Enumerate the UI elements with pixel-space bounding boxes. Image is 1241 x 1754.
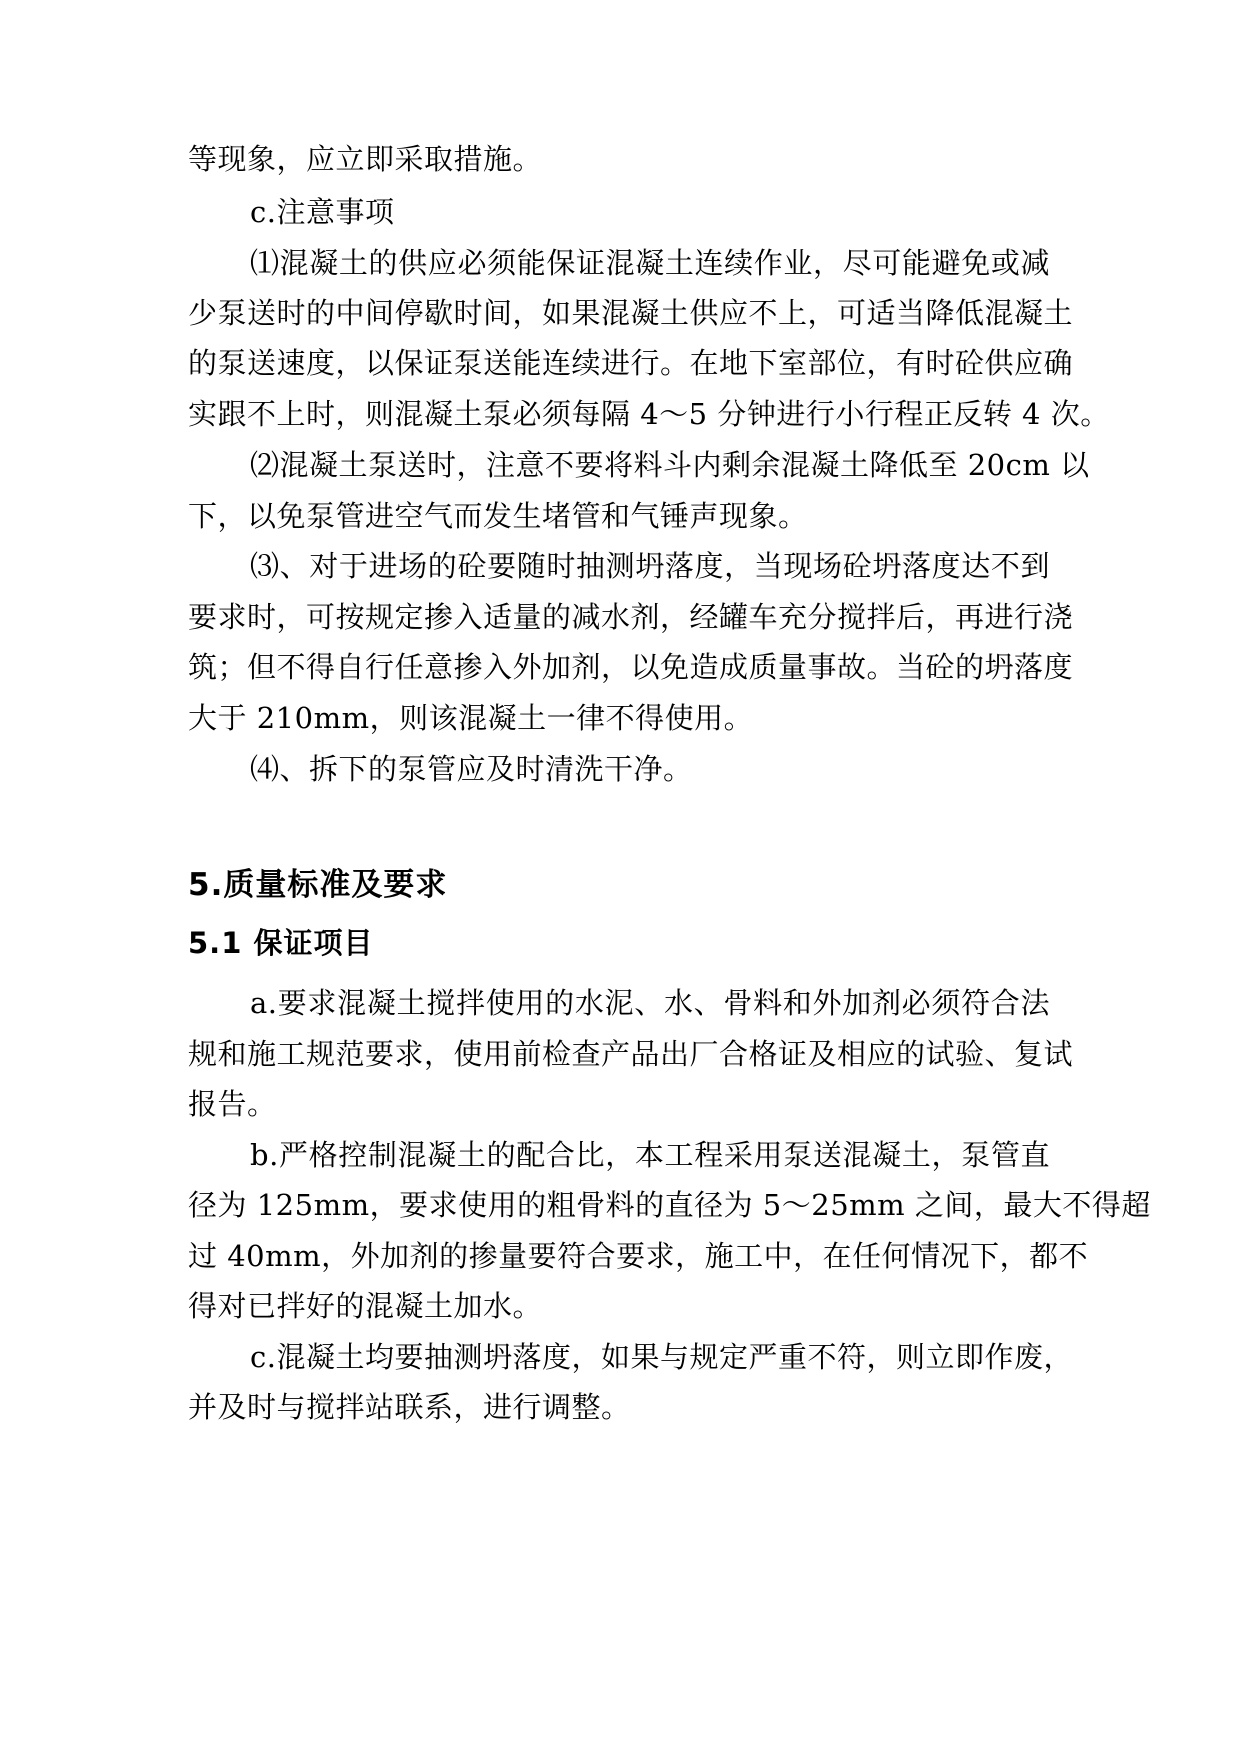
text-line: c.注意事项 — [250, 195, 395, 229]
text-line: 并及时与搅拌站联系，进行调整。 — [188, 1390, 631, 1424]
text-line: 下，以免泵管进空气而发生堵管和气锤声现象。 — [188, 499, 808, 533]
text-line: 规和施工规范要求，使用前检查产品出厂合格证及相应的试验、复试 — [188, 1037, 1074, 1071]
text-line: 实跟不上时，则混凝土泵必须每隔 4～5 分钟进行小行程正反转 4 次。 — [188, 397, 1110, 431]
text-line: 等现象，应立即采取措施。 — [188, 142, 543, 176]
text-line: 得对已拌好的混凝土加水。 — [188, 1289, 543, 1323]
text-line: 径为 125mm，要求使用的粗骨料的直径为 5～25mm 之间，最大不得超 — [188, 1188, 1151, 1222]
text-line: b.严格控制混凝土的配合比，本工程采用泵送混凝土，泵管直 — [250, 1138, 1050, 1172]
text-line: 要求时，可按规定掺入适量的减水剂，经罐车充分搅拌后，再进行浇 — [188, 600, 1074, 634]
text-line: c.混凝土均要抽测坍落度，如果与规定严重不符，则立即作废， — [250, 1340, 1073, 1374]
text-line: 过 40mm，外加剂的掺量要符合要求，施工中，在任何情况下，都不 — [188, 1239, 1089, 1273]
text-line: ⑶、对于进场的砼要随时抽测坍落度，当现场砼坍落度达不到 — [250, 549, 1050, 583]
section-heading: 5.质量标准及要求 — [188, 867, 448, 903]
text-line: 的泵送速度，以保证泵送能连续进行。在地下室部位，有时砼供应确 — [188, 346, 1074, 380]
text-line: a.要求混凝土搅拌使用的水泥、水、骨料和外加剂必须符合法 — [250, 986, 1050, 1020]
subsection-heading: 5.1 保证项目 — [188, 926, 374, 960]
text-line: 报告。 — [188, 1087, 277, 1121]
text-line: ⑷、拆下的泵管应及时清洗干净。 — [250, 752, 693, 786]
text-line: 筑；但不得自行任意掺入外加剂，以免造成质量事故。当砼的坍落度 — [188, 650, 1074, 684]
text-line: 少泵送时的中间停歇时间，如果混凝土供应不上，可适当降低混凝土 — [188, 296, 1074, 330]
text-line: ⑵混凝土泵送时，注意不要将料斗内剩余混凝土降低至 20cm 以 — [250, 448, 1090, 482]
text-line: 大于 210mm，则该混凝土一律不得使用。 — [188, 701, 754, 735]
text-line: ⑴混凝土的供应必须能保证混凝土连续作业，尽可能避免或减 — [250, 246, 1050, 280]
